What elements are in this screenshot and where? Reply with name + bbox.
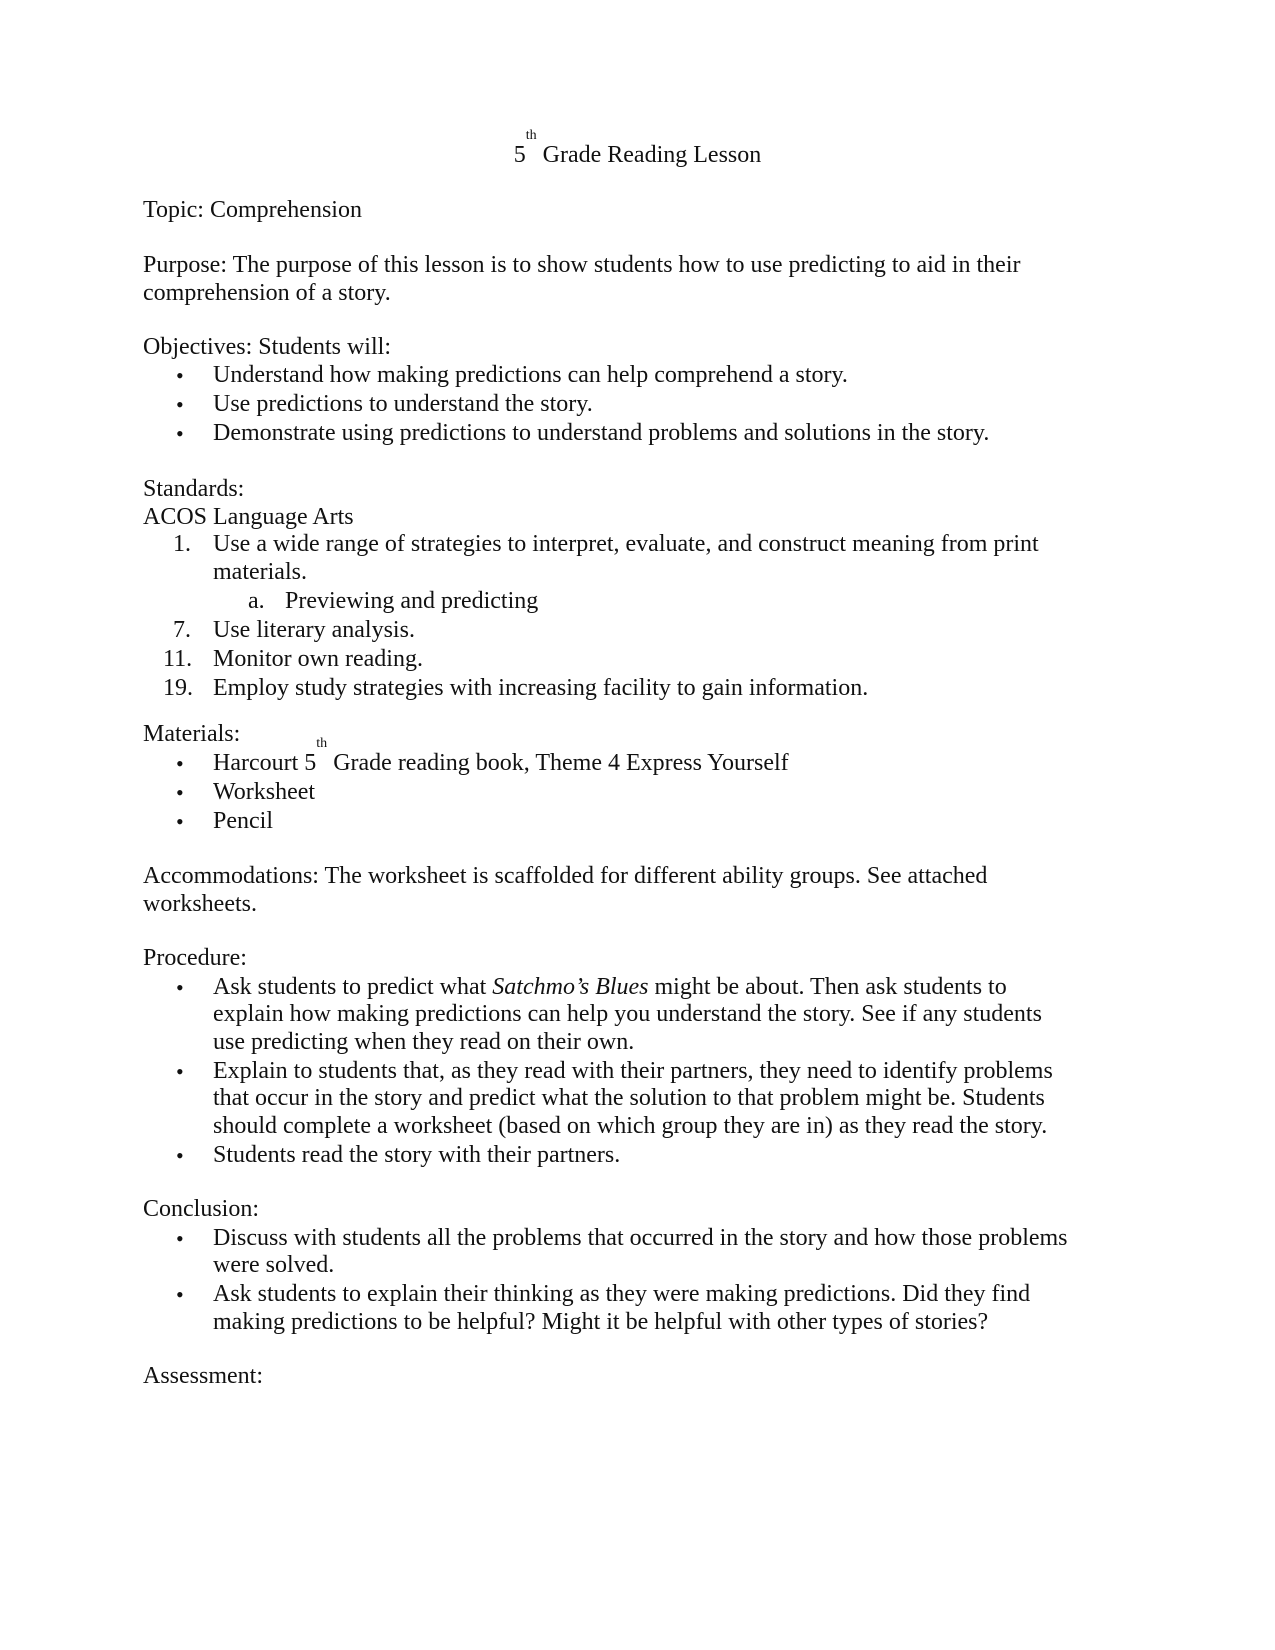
standards-section: [143, 476, 1093, 704]
title-text-rest: Grade Reading Lesson: [536, 142, 762, 168]
standard-text: Use literary analysis.: [213, 616, 415, 643]
standard-number: 19.: [163, 674, 193, 701]
material-text-rest: Grade reading book, Theme 4 Express Yourself: [327, 749, 789, 776]
standards-heading: Standards:: [143, 476, 245, 502]
standard-text: Employ study strategies with increasing facility to gain information.: [213, 674, 869, 701]
procedure-text: Ask students to predict what: [213, 973, 493, 1000]
story-title: Satchmo’s Blues: [492, 973, 649, 1000]
standard-number: 11.: [163, 645, 193, 672]
materials-section: [143, 721, 1093, 837]
title-superscript: th: [525, 128, 537, 143]
material-item: • Worksheet: [143, 779, 1093, 807]
standard-text: Use a wide range of strategies to interpret, evaluate, and construct meaning from print materials.: [213, 531, 1039, 585]
conclusion-item: • Ask students to explain their thinking as they were making predictions. Did they find making predictions to be helpful? Might it be helpful with other types of stories?: [143, 1281, 1068, 1336]
procedure-item: • Explain to students that, as they read with their partners, they need to identify problems that occur in the story and predict what the solution to that problem might be. Students should complete a worksheet (based on which group they are in) as they read the story.: [143, 1058, 1053, 1141]
standard-item: [143, 646, 1093, 674]
conclusion-heading: Conclusion:: [143, 1196, 260, 1222]
objective-item: • Understand how making predictions can help comprehend a story.: [143, 362, 1093, 390]
standard-item: [143, 675, 1093, 703]
objective-item: • Use predictions to understand the story.: [143, 391, 1093, 419]
topic: Topic: Comprehension: [143, 197, 362, 223]
standard-number: 7.: [173, 616, 191, 643]
purpose: Purpose: The purpose of this lesson is to show students how to use predicting to aid in their comprehension of a story.: [143, 252, 1021, 306]
procedure-heading: Procedure:: [143, 945, 247, 971]
procedure-section: [143, 945, 1093, 1171]
assessment-heading: Assessment:: [143, 1363, 263, 1389]
materials-heading: Materials:: [143, 721, 241, 747]
standard-text: Monitor own reading.: [213, 645, 423, 672]
material-superscript: th: [316, 735, 328, 751]
material-item: • Pencil: [143, 808, 1093, 836]
standard-item: [143, 617, 1093, 645]
procedure-item: • Students read the story with their partners.: [143, 1142, 1053, 1170]
procedure-item: [143, 974, 1053, 1057]
title-text: 5: [513, 142, 526, 168]
conclusion-item: • Discuss with students all the problems that occurred in the story and how those problems were solved.: [143, 1225, 1068, 1280]
standard-number: a.: [248, 587, 265, 614]
accommodations: Accommodations: The worksheet is scaffolded for different ability groups. See attached worksheets.: [143, 863, 988, 917]
standard-number: 1.: [173, 531, 191, 557]
standards-subheading: ACOS Language Arts: [143, 503, 354, 530]
standard-subitem: [143, 588, 1093, 616]
objective-item: • Demonstrate using predictions to understand problems and solutions in the story.: [143, 420, 1093, 448]
procedure-text-rest: might be about. Then ask students to explain how making predictions can help you understand the story. See if any students use predicting when they read on their own.: [213, 973, 1042, 1055]
objectives-section: [143, 334, 1093, 449]
standard-item: [143, 531, 1043, 586]
objectives-heading: Objectives: Students will:: [143, 334, 391, 360]
material-text: Harcourt 5: [213, 749, 317, 776]
material-item: [143, 735, 1093, 778]
conclusion-section: [143, 1196, 1093, 1338]
page-title: [0, 128, 1275, 170]
standard-text: Previewing and predicting: [285, 587, 539, 614]
